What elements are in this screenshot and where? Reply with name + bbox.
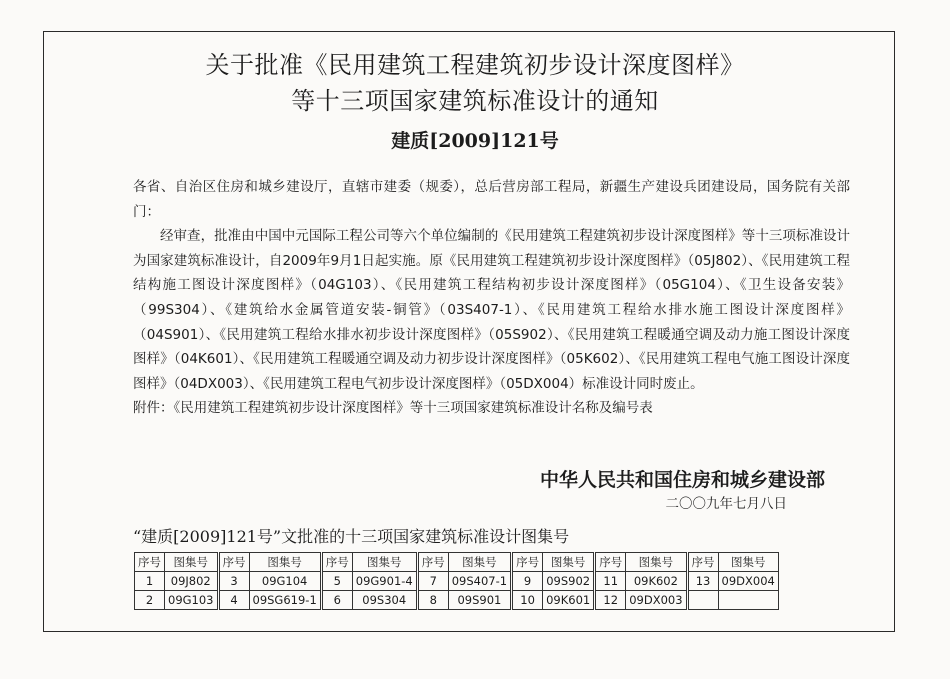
header-cell: 序号: [417, 553, 448, 572]
table-cell: 13: [687, 572, 718, 591]
header-cell: 序号: [687, 553, 718, 572]
table-cell: 12: [595, 591, 626, 610]
header-cell: 图集号: [543, 553, 595, 572]
table-cell: 2: [135, 591, 165, 610]
table-cell: 5: [321, 572, 352, 591]
issuing-authority: 中华人民共和国住房和城乡建设部: [539, 469, 825, 491]
table-cell: 1: [135, 572, 165, 591]
table-cell: 09G104: [249, 572, 321, 591]
table-cell: 8: [417, 591, 448, 610]
table-cell: 9: [512, 572, 543, 591]
document-number: 建质[2009]121号: [391, 130, 559, 152]
table-cell: 09G103: [165, 591, 219, 610]
table-cell: 09S407-1: [448, 572, 511, 591]
table-cell: 09S902: [543, 572, 595, 591]
header-cell: 序号: [512, 553, 543, 572]
table-cell: 10: [512, 591, 543, 610]
table-row: [135, 572, 779, 591]
notice-body: [133, 175, 850, 421]
table-cell: [718, 591, 778, 610]
table-cell: 3: [218, 572, 249, 591]
header-cell: 图集号: [626, 553, 687, 572]
table-cell: 09J802: [165, 572, 219, 591]
table-cell: 09G901-4: [352, 572, 417, 591]
header-cell: 图集号: [448, 553, 511, 572]
table-cell: 11: [595, 572, 626, 591]
table-cell: 09S304: [352, 591, 417, 610]
issue-date: 二〇〇九年七月八日: [665, 496, 787, 512]
table-cell: 09K602: [626, 572, 687, 591]
header-cell: 序号: [135, 553, 165, 572]
table-cell: 7: [417, 572, 448, 591]
header-cell: 序号: [321, 553, 352, 572]
header-cell: 图集号: [718, 553, 778, 572]
table-cell: 09DX003: [626, 591, 687, 610]
table-cell: 6: [321, 591, 352, 610]
atlas-number-table: [134, 552, 779, 610]
table-cell: 09K601: [543, 591, 595, 610]
header-cell: 序号: [595, 553, 626, 572]
header-cell: 图集号: [249, 553, 321, 572]
addressees: 各省、自治区住房和城乡建设厅，直辖市建委（规委），总后营房部工程局，新疆生产建设兵团建设局，国务院有关部门：: [133, 179, 850, 220]
table-cell: [687, 591, 718, 610]
header-cell: 图集号: [352, 553, 417, 572]
notice-title-line2: 等十三项国家建筑标准设计的通知: [291, 87, 659, 115]
header-cell: 图集号: [165, 553, 219, 572]
notice-title-line1: 关于批准《民用建筑工程建筑初步设计深度图样》: [205, 51, 745, 79]
notice-main-text: 经审查，批准由中国中元国际工程公司等六个单位编制的《民用建筑工程建筑初步设计深度图样》等十三项标准设计为国家建筑标准设计，自2009年9月1日起实施。原《民用建筑工程建筑初步设计深度图样》（05J802）、《民用建筑工程结构施工图设计深度图样》（04G103）、《民用建筑工程结构初步设计深度图样》（05G104）、《卫生设备安装》（99S304）、《建筑给水金属管道安装-铜管》（03S407-1）、《民用建筑工程给水排水施工图设计深度图样》（04S901）、《民用建筑工程给水排水初步设计深度图样》（05S902）、《民用建筑工程暖通空调及动力施工图设计深度图样》（04K601）、《民用建筑工程暖通空调及动力初步设计深度图样》（05K602）、《民用建筑工程电气施工图设计深度图样》（04DX003）、《民用建筑工程电气初步设计深度图样》（05DX004）标准设计同时废止。: [133, 228, 850, 392]
table-cell: 4: [218, 591, 249, 610]
attachment-line: 附件：《民用建筑工程建筑初步设计深度图样》等十三项国家建筑标准设计名称及编号表: [133, 400, 653, 417]
table-cell: 09S901: [448, 591, 511, 610]
table-caption: “建质[2009]121号”文批准的十三项国家建筑标准设计图集号: [133, 527, 570, 546]
table-cell: 09SG619-1: [249, 591, 321, 610]
table-header-row: [135, 553, 779, 572]
header-cell: 序号: [218, 553, 249, 572]
table-cell: 09DX004: [718, 572, 778, 591]
table-row: [135, 591, 779, 610]
